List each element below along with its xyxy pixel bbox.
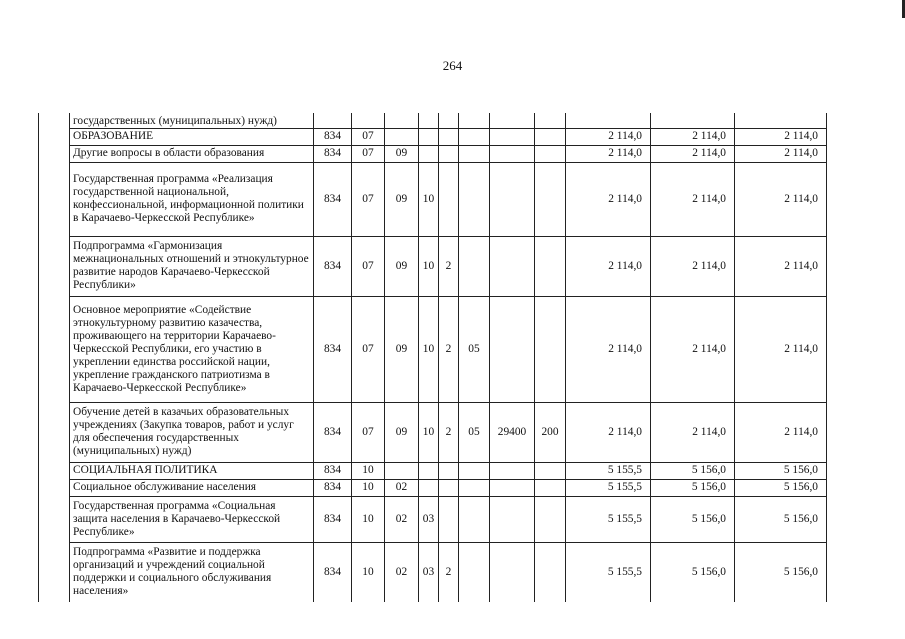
code-cell <box>314 113 352 128</box>
amount-cell: 5 156,0 <box>735 479 827 496</box>
amount-cell: 2 114,0 <box>651 128 735 145</box>
code-cell <box>439 113 459 128</box>
blank-cell <box>39 113 70 128</box>
code-cell: 834 <box>314 496 352 542</box>
amount-cell: 2 114,0 <box>566 128 651 145</box>
row-name: Социальное обслуживание населения <box>70 479 314 496</box>
blank-cell <box>39 296 70 402</box>
amount-cell: 2 114,0 <box>735 296 827 402</box>
code-cell: 10 <box>352 542 385 602</box>
table-row <box>39 462 827 479</box>
code-cell <box>419 145 439 162</box>
code-cell <box>490 236 535 296</box>
code-cell: 2 <box>439 542 459 602</box>
amount-cell: 2 114,0 <box>651 236 735 296</box>
code-cell <box>535 479 566 496</box>
code-cell <box>385 462 419 479</box>
code-cell: 03 <box>419 542 439 602</box>
row-name: государственных (муниципальных) нужд) <box>70 113 314 128</box>
amount-cell: 5 156,0 <box>735 496 827 542</box>
code-cell: 05 <box>459 402 490 462</box>
table-row <box>39 236 827 296</box>
code-cell <box>535 145 566 162</box>
code-cell <box>419 462 439 479</box>
code-cell <box>419 128 439 145</box>
table-row <box>39 128 827 145</box>
amount-cell: 5 156,0 <box>651 462 735 479</box>
code-cell <box>535 128 566 145</box>
code-cell <box>459 145 490 162</box>
table-row <box>39 496 827 542</box>
code-cell: 09 <box>385 162 419 236</box>
code-cell <box>490 542 535 602</box>
code-cell <box>490 162 535 236</box>
row-name: Подпрограмма «Гармонизация межнациональных отношений и этнокультурное развитие народов Карачаево-Черкесской Республики» <box>70 236 314 296</box>
code-cell <box>385 113 419 128</box>
code-cell: 10 <box>419 402 439 462</box>
code-cell: 10 <box>352 479 385 496</box>
table-row <box>39 542 827 602</box>
code-cell: 2 <box>439 236 459 296</box>
amount-cell: 5 156,0 <box>651 496 735 542</box>
code-cell: 05 <box>459 296 490 402</box>
amount-cell: 2 114,0 <box>566 145 651 162</box>
row-name: Обучение детей в казачьих образовательных учреждениях (Закупка товаров, работ и услуг для обеспечения государственных (муниципальных) нужд) <box>70 402 314 462</box>
code-cell <box>535 296 566 402</box>
blank-cell <box>39 496 70 542</box>
code-cell <box>490 128 535 145</box>
code-cell: 834 <box>314 162 352 236</box>
amount-cell: 5 155,5 <box>566 462 651 479</box>
code-cell: 09 <box>385 236 419 296</box>
code-cell <box>439 479 459 496</box>
code-cell: 07 <box>352 236 385 296</box>
code-cell <box>490 113 535 128</box>
table-row <box>39 479 827 496</box>
amount-cell: 5 156,0 <box>735 462 827 479</box>
blank-cell <box>39 542 70 602</box>
code-cell: 10 <box>419 236 439 296</box>
code-cell: 10 <box>352 462 385 479</box>
blank-cell <box>39 145 70 162</box>
code-cell: 07 <box>352 296 385 402</box>
code-cell <box>459 542 490 602</box>
row-name: Подпрограмма «Развитие и поддержка организаций и учреждений социальной поддержки и социального обслуживания населения» <box>70 542 314 602</box>
code-cell: 02 <box>385 542 419 602</box>
code-cell: 834 <box>314 296 352 402</box>
amount-cell: 5 156,0 <box>735 542 827 602</box>
amount-cell: 2 114,0 <box>566 296 651 402</box>
amount-cell: 2 114,0 <box>735 128 827 145</box>
code-cell <box>439 462 459 479</box>
table-row <box>39 296 827 402</box>
amount-cell: 2 114,0 <box>735 145 827 162</box>
blank-cell <box>39 128 70 145</box>
code-cell <box>459 128 490 145</box>
budget-table <box>38 113 827 602</box>
code-cell <box>535 496 566 542</box>
code-cell <box>419 479 439 496</box>
amount-cell: 2 114,0 <box>651 162 735 236</box>
blank-cell <box>39 402 70 462</box>
code-cell <box>459 113 490 128</box>
code-cell: 07 <box>352 402 385 462</box>
code-cell <box>439 496 459 542</box>
code-cell <box>535 162 566 236</box>
code-cell: 2 <box>439 402 459 462</box>
amount-cell: 2 114,0 <box>735 236 827 296</box>
row-name: Государственная программа «Социальная защита населения в Карачаево-Черкесской Республике» <box>70 496 314 542</box>
code-cell <box>459 462 490 479</box>
code-cell: 03 <box>419 496 439 542</box>
amount-cell: 2 114,0 <box>566 402 651 462</box>
table-row <box>39 402 827 462</box>
code-cell: 02 <box>385 496 419 542</box>
table-row <box>39 162 827 236</box>
code-cell <box>490 462 535 479</box>
code-cell: 2 <box>439 296 459 402</box>
code-cell <box>535 462 566 479</box>
amount-cell: 2 114,0 <box>735 162 827 236</box>
code-cell <box>490 145 535 162</box>
code-cell <box>419 113 439 128</box>
amount-cell: 2 114,0 <box>566 236 651 296</box>
code-cell: 10 <box>352 496 385 542</box>
page-number: 264 <box>442 58 463 73</box>
amount-cell: 2 114,0 <box>651 145 735 162</box>
code-cell <box>385 128 419 145</box>
code-cell <box>490 479 535 496</box>
code-cell: 09 <box>385 145 419 162</box>
code-cell: 10 <box>419 296 439 402</box>
code-cell <box>459 496 490 542</box>
row-name: СОЦИАЛЬНАЯ ПОЛИТИКА <box>70 462 314 479</box>
code-cell <box>352 113 385 128</box>
blank-cell <box>39 162 70 236</box>
row-name: ОБРАЗОВАНИЕ <box>70 128 314 145</box>
code-cell: 09 <box>385 296 419 402</box>
amount-cell: 2 114,0 <box>735 402 827 462</box>
code-cell: 834 <box>314 462 352 479</box>
amount-cell: 5 155,5 <box>566 496 651 542</box>
code-cell <box>459 162 490 236</box>
code-cell <box>490 296 535 402</box>
amount-cell <box>651 113 735 128</box>
code-cell: 834 <box>314 479 352 496</box>
amount-cell: 2 114,0 <box>651 296 735 402</box>
amount-cell: 2 114,0 <box>651 402 735 462</box>
blank-cell <box>39 236 70 296</box>
amount-cell <box>566 113 651 128</box>
blank-cell <box>39 479 70 496</box>
code-cell <box>490 496 535 542</box>
code-cell: 07 <box>352 145 385 162</box>
code-cell <box>439 145 459 162</box>
code-cell: 834 <box>314 145 352 162</box>
code-cell <box>459 236 490 296</box>
code-cell: 07 <box>352 128 385 145</box>
code-cell: 02 <box>385 479 419 496</box>
row-name: Другие вопросы в области образования <box>70 145 314 162</box>
amount-cell: 5 156,0 <box>651 479 735 496</box>
amount-cell: 5 156,0 <box>651 542 735 602</box>
amount-cell: 5 155,5 <box>566 542 651 602</box>
code-cell <box>439 128 459 145</box>
code-cell <box>535 542 566 602</box>
code-cell: 834 <box>314 542 352 602</box>
row-name: Государственная программа «Реализация государственной национальной, конфессиональной, информационной политики в Карачаево-Черкесской Республике» <box>70 162 314 236</box>
code-cell: 29400 <box>490 402 535 462</box>
amount-cell <box>735 113 827 128</box>
code-cell: 09 <box>385 402 419 462</box>
code-cell <box>459 479 490 496</box>
code-cell: 10 <box>419 162 439 236</box>
amount-cell: 2 114,0 <box>566 162 651 236</box>
amount-cell: 5 155,5 <box>566 479 651 496</box>
code-cell: 834 <box>314 402 352 462</box>
code-cell <box>535 236 566 296</box>
code-cell <box>439 162 459 236</box>
code-cell: 07 <box>352 162 385 236</box>
code-cell: 834 <box>314 236 352 296</box>
table-row <box>39 145 827 162</box>
code-cell: 834 <box>314 128 352 145</box>
table-row <box>39 113 827 128</box>
code-cell <box>535 113 566 128</box>
code-cell: 200 <box>535 402 566 462</box>
row-name: Основное мероприятие «Содействие этнокультурному развитию казачества, проживающего на территории Карачаево-Черкесской Республики, его участию в укреплении единства российской нации, укрепление гражданского патриотизма в Карачаево-Черкесской Республике» <box>70 296 314 402</box>
blank-cell <box>39 462 70 479</box>
